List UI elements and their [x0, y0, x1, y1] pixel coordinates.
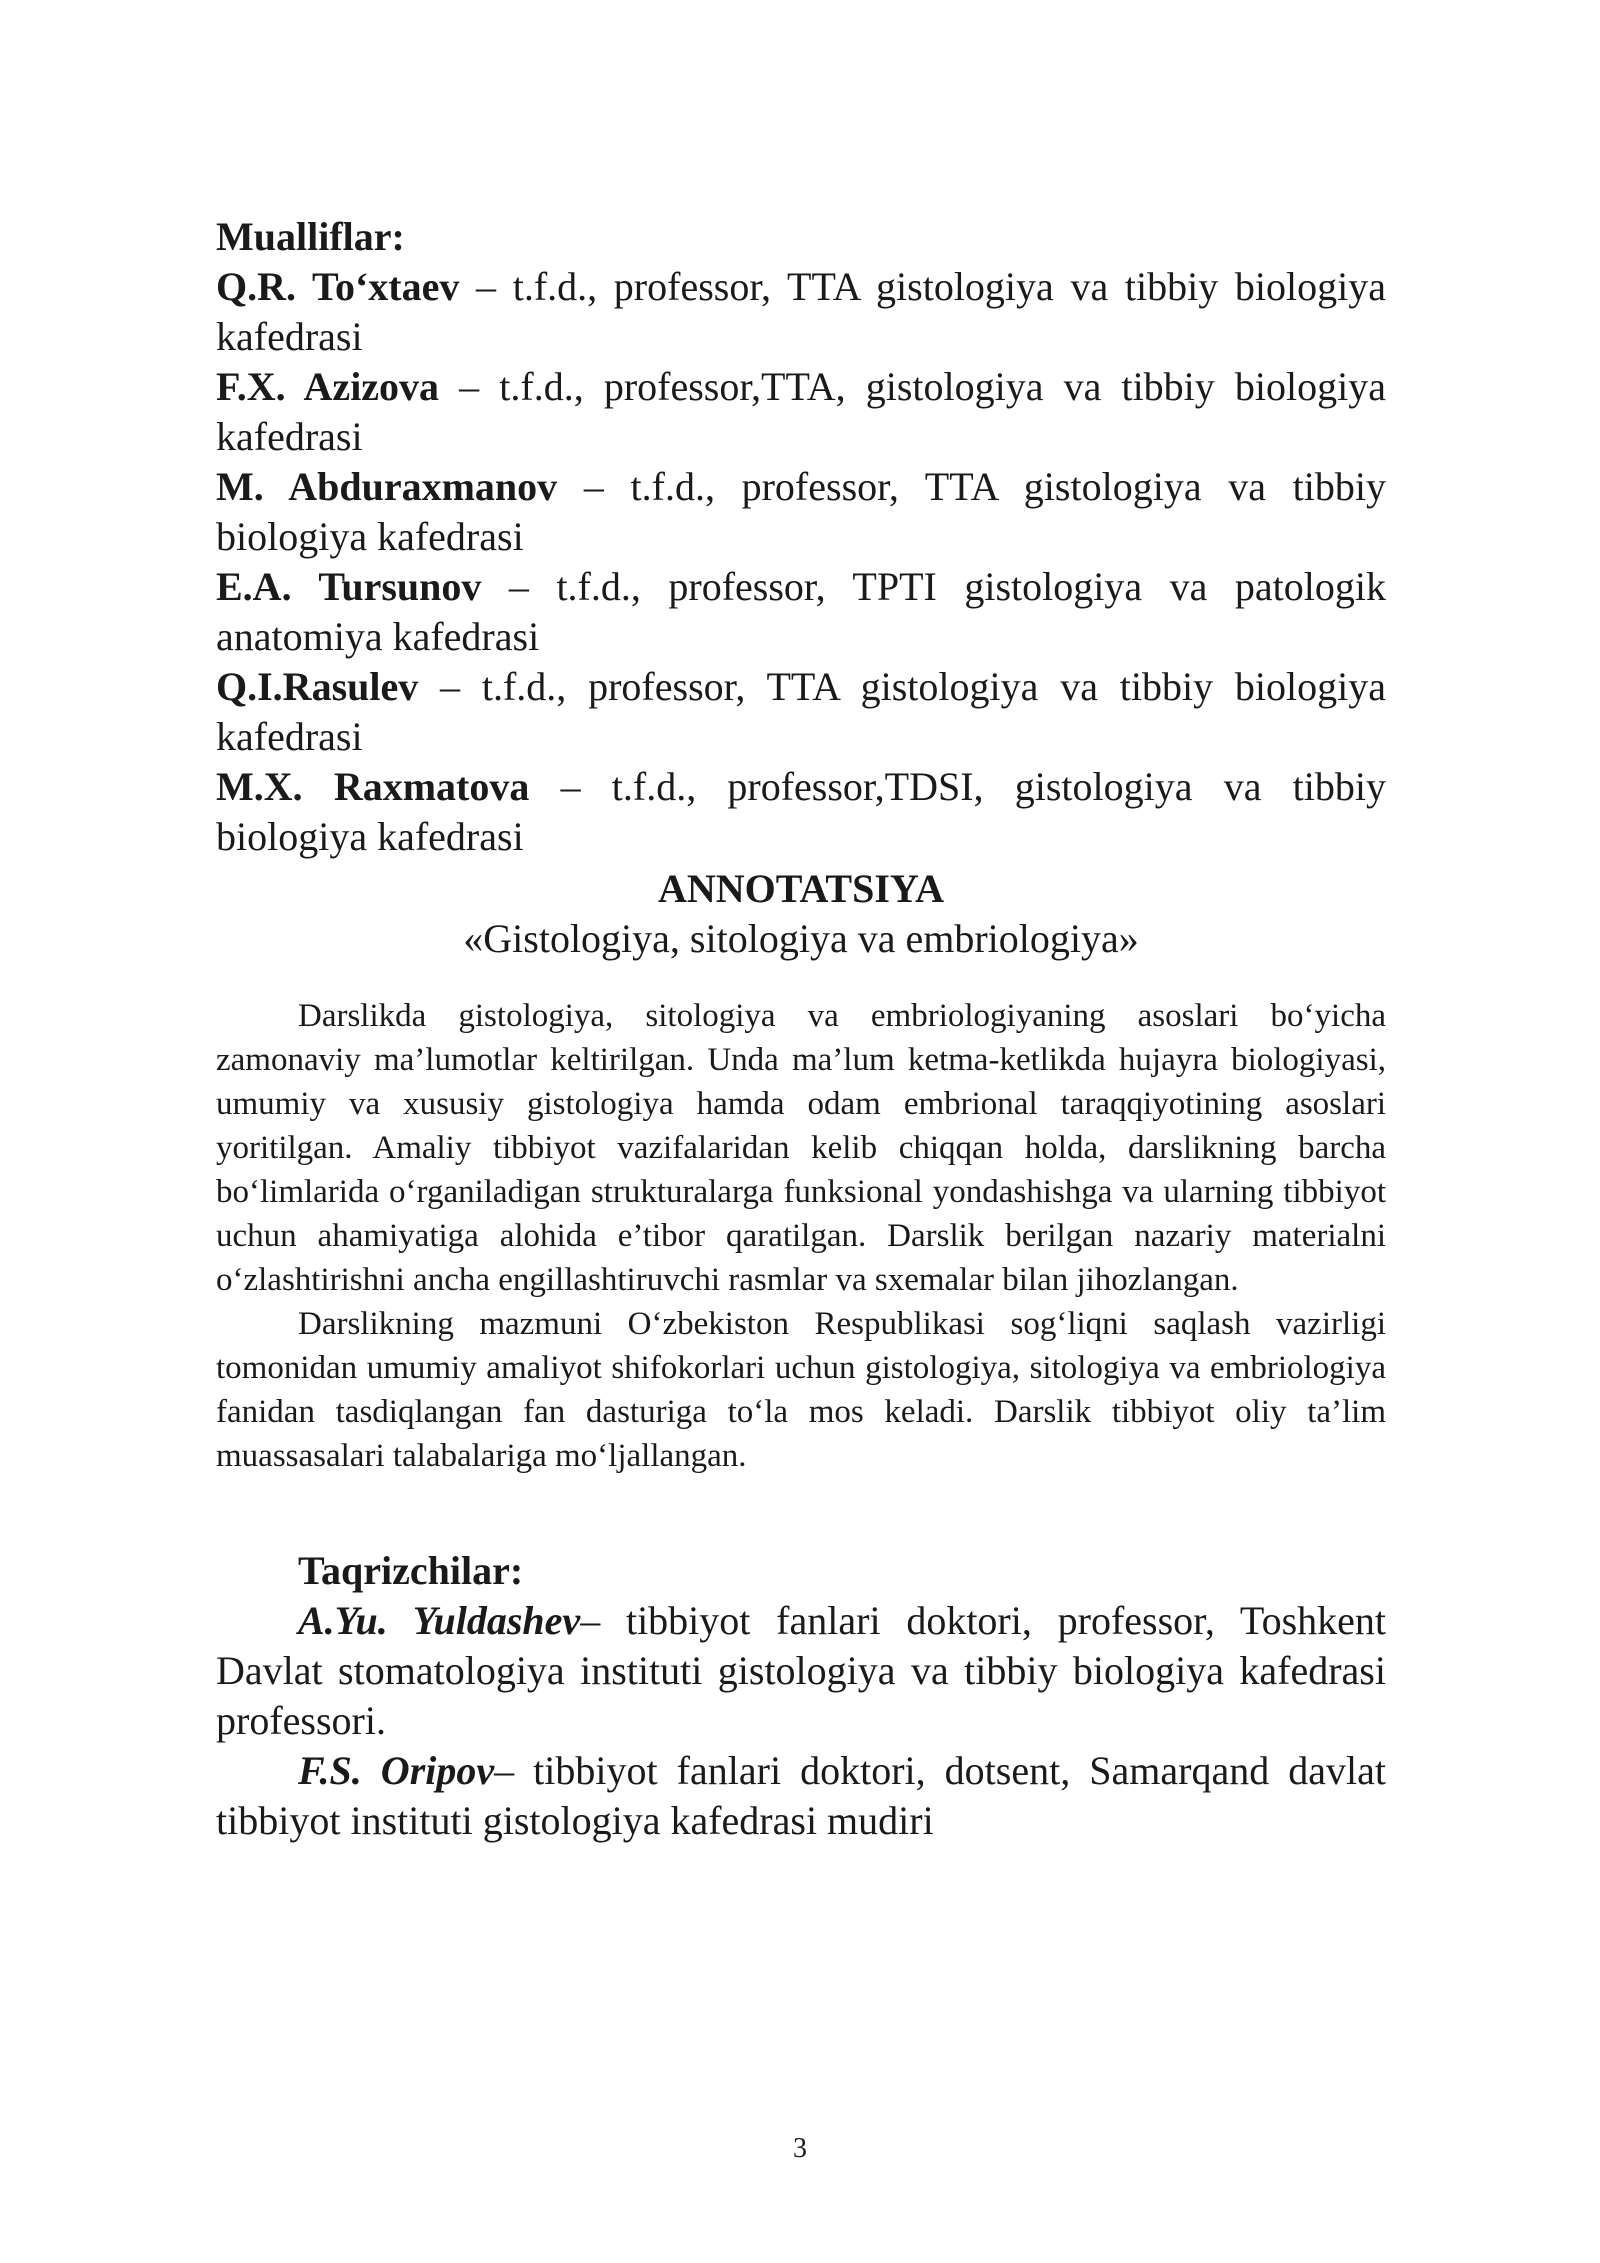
page-number: 3	[793, 2133, 807, 2164]
author-details: – t.f.d., professor, TTA gistologiya va tibbiy biologiya kafedrasi	[216, 264, 1386, 359]
author-entry	[216, 262, 1386, 362]
authors-heading: Mualliflar:	[216, 214, 405, 259]
annotation-paragraph: Darslikda gistologiya, sitologiya va embriologiyaning asoslari bo‘yicha zamonaviy ma’lumotlar keltirilgan. Unda ma’lum ketma-ketlikda hujayra biologiyasi, umumiy va xususiy gistologiya hamda odam embrional taraqqiyotining asoslari yoritilgan. Amaliy tibbiyot vazifalaridan kelib chiqqan holda, darslikning barcha bo‘limlarida o‘rganiladigan strukturalarga funksional yondashishga va ularning tibbiyot uchun ahamiyatiga alohida e’tibor qaratilgan. Darslik berilgan nazariy materialni o‘zlashtirishni ancha engillashtiruvchi rasmlar va sxemalar bilan jihozlangan.	[216, 998, 1386, 1298]
author-entry	[216, 462, 1386, 562]
author-details: – t.f.d., professor,TDSI, gistologiya va tibbiy biologiya kafedrasi	[216, 764, 1387, 859]
author-entry	[216, 562, 1386, 662]
annotation-body	[216, 994, 1386, 1478]
authors-section	[216, 212, 1386, 862]
author-entry	[216, 662, 1386, 762]
author-name: M. Abduraxmanov	[216, 464, 558, 509]
author-entry	[216, 362, 1386, 462]
author-name: Q.I.Rasulev	[216, 664, 419, 709]
reviewer-entry	[216, 1746, 1386, 1846]
reviewer-details: – tibbiyot fanlari doktori, professor, Toshkent Davlat stomatologiya instituti gistologiya va tibbiy biologiya kafedrasi professori.	[216, 1598, 1387, 1743]
document-page	[216, 212, 1386, 1846]
author-details: – t.f.d., professor,TTA, gistologiya va tibbiy biologiya kafedrasi	[216, 364, 1386, 459]
author-details: – t.f.d., professor, TTA gistologiya va tibbiy biologiya kafedrasi	[216, 664, 1386, 759]
author-details: – t.f.d., professor, TPTI gistologiya va patologik anatomiya kafedrasi	[216, 564, 1386, 659]
author-name: F.X. Azizova	[216, 364, 440, 409]
author-entry	[216, 762, 1386, 862]
annotation-paragraph: Darslikning mazmuni O‘zbekiston Respublikasi sog‘liqni saqlash vazirligi tomonidan umumiy amaliyot shifokorlari uchun gistologiya, sitologiya va embriologiya fanidan tasdiqlangan fan dasturiga to‘la mos keladi. Darslik tibbiyot oliy ta’lim muassasalari talabalariga mo‘ljallangan.	[216, 1306, 1386, 1474]
annotation-subtitle: «Gistologiya, sitologiya va embriologiya»	[463, 916, 1139, 961]
reviewers-section	[216, 1546, 1386, 1846]
reviewer-entry	[216, 1596, 1386, 1746]
reviewer-name: A.Yu. Yuldashev	[298, 1598, 581, 1643]
annotation-section	[216, 864, 1386, 1478]
reviewers-heading: Taqrizchilar:	[298, 1548, 524, 1593]
author-name: E.A. Tursunov	[216, 564, 482, 609]
reviewer-details: – tibbiyot fanlari doktori, dotsent, Samarqand davlat tibbiyot instituti gistologiya kafedrasi mudiri	[216, 1748, 1386, 1843]
author-details: – t.f.d., professor, TTA gistologiya va tibbiy biologiya kafedrasi	[216, 464, 1387, 559]
annotation-title: ANNOTATSIYA	[658, 866, 944, 911]
author-name: Q.R. To‘xtaev	[216, 264, 460, 309]
reviewer-name: F.S. Oripov	[298, 1748, 495, 1793]
author-name: M.X. Raxmatova	[216, 764, 530, 809]
